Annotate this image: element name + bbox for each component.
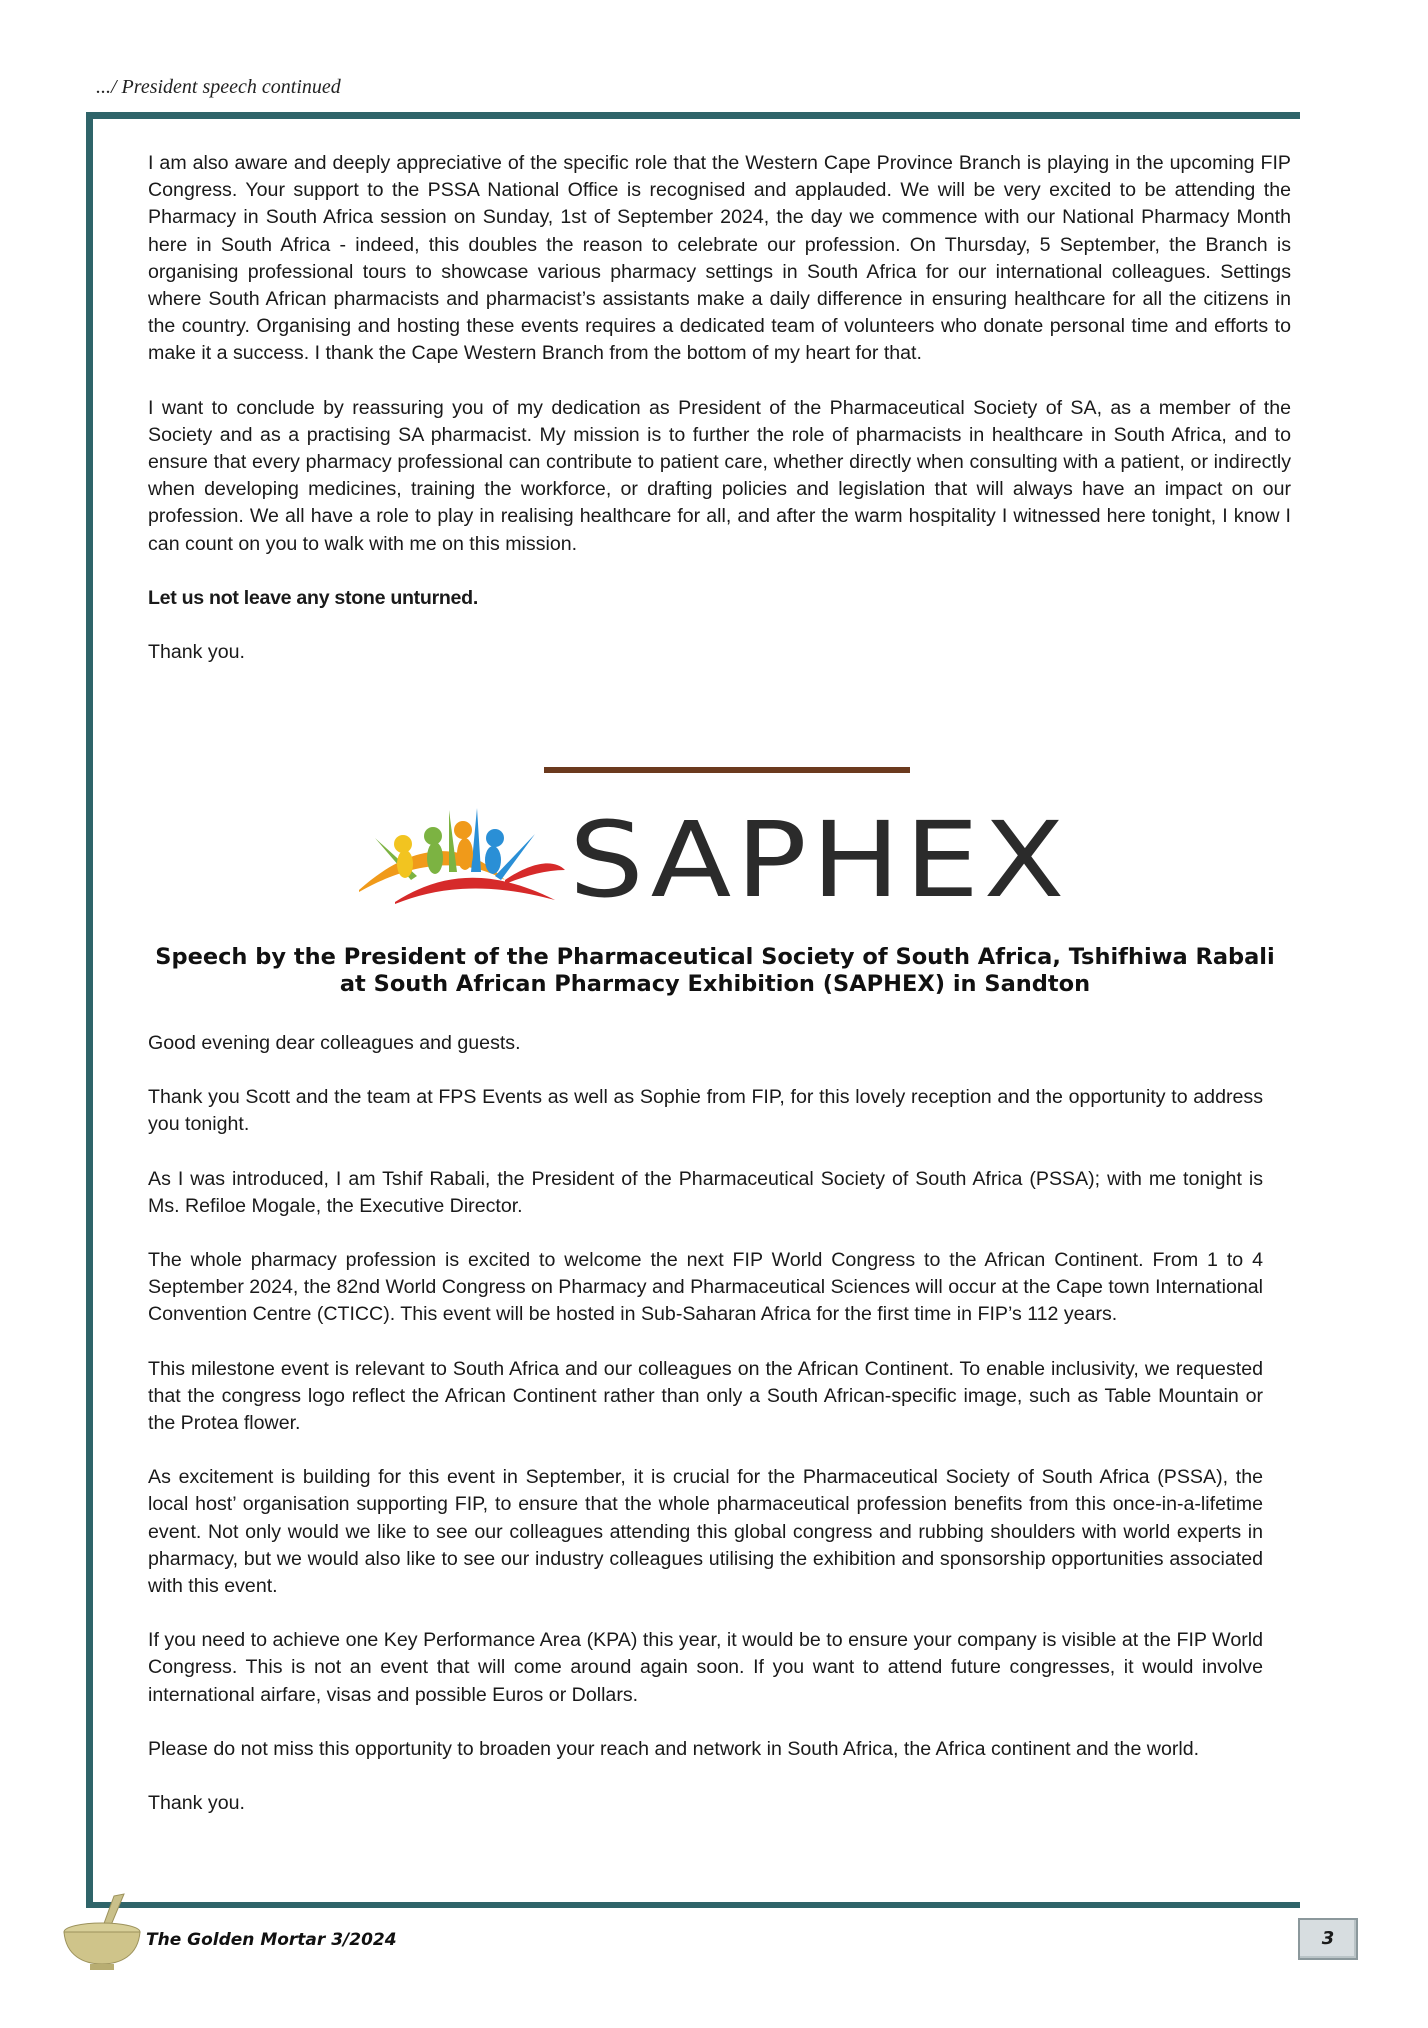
- closing-statement: Let us not leave any stone unturned.: [148, 586, 478, 609]
- paragraph: I am also aware and deeply appreciative of the specific role that the Western Cape Province Branch is playing in the upcoming FIP Congress. Your support to the PSSA National Office is recognised and applauded. We will be very excited to be attending the Pharmacy in South Africa session on Sunday, 1st of September 2024, the day we commence with our National Pharmacy Month here in South Africa - indeed, this doubles the reason to celebrate our profession. On Thursday, 5 September, the Branch is organising professional tours to showcase various pharmacy settings in South Africa for our international colleagues. Settings where South African pharmacists and pharmacist’s assistants make a daily difference in ensuring healthcare for all the citizens in the country. Organising and hosting these events requires a dedicated team of volunteers who donate personal time and efforts to make it a success. I thank the Cape Western Branch from the bottom of my heart for that.: [148, 152, 1291, 365]
- previous-speech-section: [148, 150, 1291, 666]
- paragraph: I want to conclude by reassuring you of my dedication as President of the Pharmaceutical Society of SA, as a member of the Society and as a practising SA pharmacist. My mission is to further the role of pharmacists in healthcare in South Africa, and to ensure that every pharmacy professional can contribute to patient care, whether directly when consulting with a patient, or indirectly when developing medicines, training the workforce, or drafting policies and legislation that will always have an impact on our profession. We all have a role to play in realising healthcare for all, and after the warm hospitality I witnessed here tonight, I know I can count on you to walk with me on this mission.: [148, 396, 1291, 555]
- frame-top-border: [86, 112, 1300, 119]
- saphex-emblem-icon: [359, 808, 565, 904]
- paragraph: The whole pharmacy profession is excited to welcome the next FIP World Congress to the African Continent. From 1 to 4 September 2024, the 82nd World Congress on Pharmacy and Pharmaceutical Sciences will occur at the Cape town International Convention Centre (CTICC). This event will be hosted in Sub-Saharan Africa for the first time in FIP’s 112 years.: [148, 1249, 1263, 1326]
- paragraph: This milestone event is relevant to South Africa and our colleagues on the African Continent. To enable inclusivity, we requested that the congress logo reflect the African Continent rather than only a South African-specific image, such as Table Mountain or the Protea flower.: [148, 1357, 1263, 1435]
- frame-left-border: [86, 112, 93, 1908]
- divider-rule: [544, 767, 910, 773]
- speech-title: Speech by the President of the Pharmaceutical Society of South Africa, Tshifhiwa Rabali at South African Pharmacy Exhibition (SAPHEX) in Sandton: [155, 944, 1275, 997]
- running-head: .../ President speech continued: [96, 76, 341, 98]
- paragraph: Please do not miss this opportunity to broaden your reach and network in South Africa, the Africa continent and the world.: [148, 1737, 1200, 1760]
- paragraph: As excitement is building for this event in September, it is crucial for the Pharmaceutical Society of South Africa (PSSA), the local host’ organisation supporting FIP, to ensure that the whole pharmaceutical profession benefits from this once-in-a-lifetime event. Not only would we like to see our colleagues attending this global congress and rubbing shoulders with world experts in pharmacy, but we would also like to see our industry colleagues utilising the exhibition and sponsorship opportunities associated with this event.: [148, 1466, 1263, 1598]
- saphex-logo: [355, 800, 1075, 910]
- frame-bottom-border: [86, 1902, 1300, 1908]
- publication-title: The Golden Mortar 3/2024: [146, 1930, 397, 1950]
- saphex-speech-body: [148, 1030, 1263, 1844]
- saphex-wordmark: SAPHEX: [569, 800, 1069, 910]
- paragraph: As I was introduced, I am Tshif Rabali, the President of the Pharmaceutical Society of South Africa (PSSA); with me tonight is Ms. Refiloe Mogale, the Executive Director.: [148, 1167, 1263, 1217]
- paragraph: Good evening dear colleagues and guests.: [148, 1032, 521, 1054]
- closing-thanks: Thank you.: [148, 1792, 245, 1815]
- closing-thanks: Thank you.: [148, 641, 245, 664]
- mortar-pestle-icon: [60, 1892, 144, 1974]
- page-number: 3: [1298, 1918, 1358, 1960]
- paragraph: If you need to achieve one Key Performance Area (KPA) this year, it would be to ensure your company is visible at the FIP World Congress. This is not an event that will come around again soon. If you want to attend future congresses, it would involve international airfare, visas and possible Euros or Dollars.: [148, 1629, 1263, 1706]
- paragraph: Thank you Scott and the team at FPS Events as well as Sophie from FIP, for this lovely reception and the opportunity to address you tonight.: [148, 1086, 1263, 1136]
